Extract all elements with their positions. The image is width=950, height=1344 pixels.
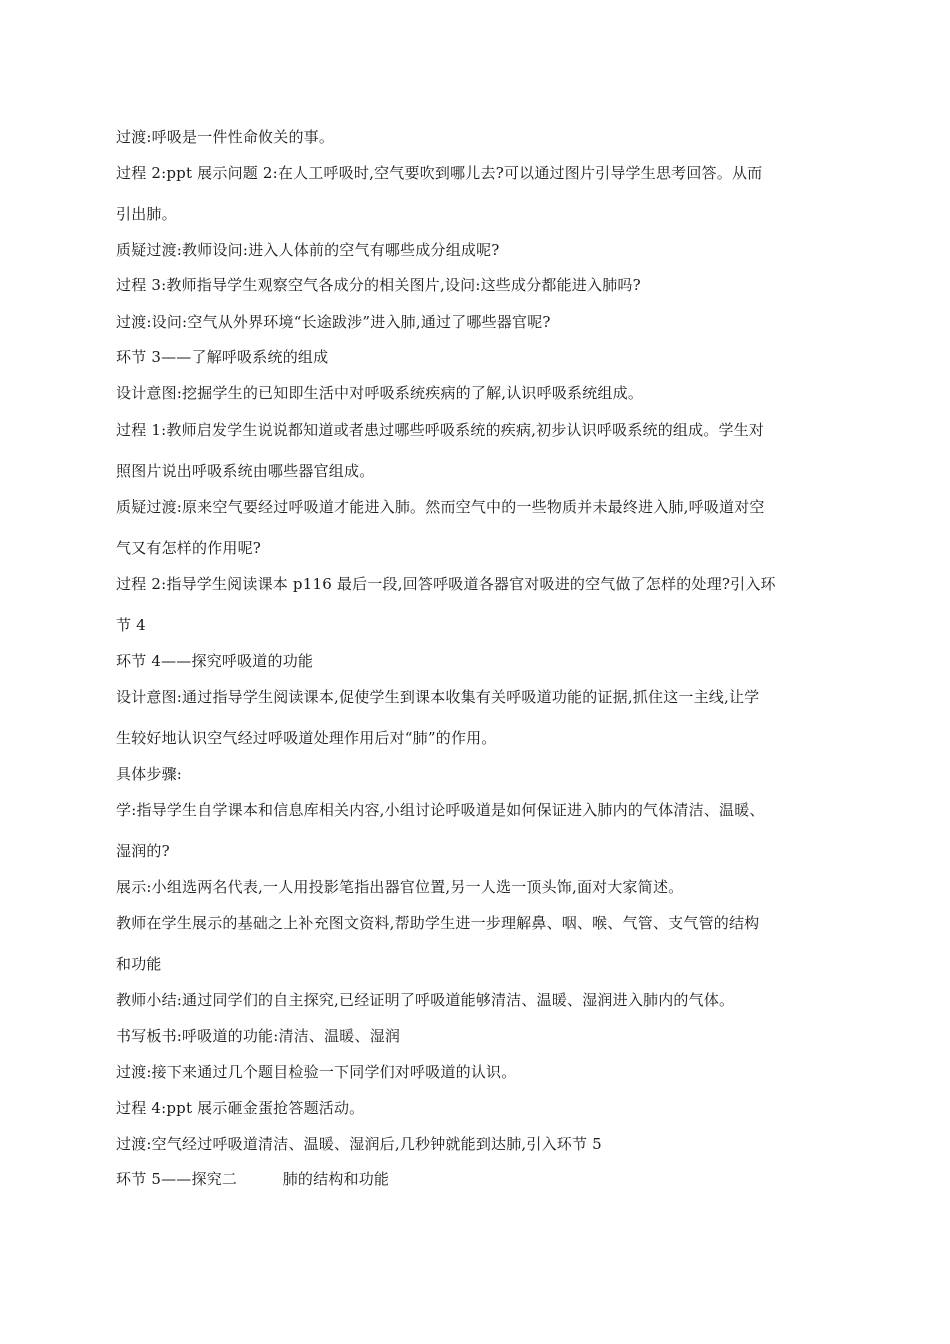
- text-line: 书写板书:呼吸道的功能:清洁、温暖、湿润: [116, 1027, 401, 1045]
- text-line: 过程 1:教师启发学生说说都知道或者患过哪些呼吸系统的疾病,初步认识呼吸系统的组成。学生对: [116, 421, 765, 439]
- text-line: 教师在学生展示的基础之上补充图文资料,帮助学生进一步理解鼻、咽、喉、气管、支气管的结构: [116, 914, 760, 932]
- text-line: 节 4: [116, 616, 146, 634]
- text-line: 过程 3:教师指导学生观察空气各成分的相关图片,设问:这些成分都能进入肺吗?: [116, 276, 641, 294]
- text-line: 湿润的?: [116, 842, 170, 860]
- text-line: 过渡:呼吸是一件性命攸关的事。: [116, 128, 335, 146]
- section-heading: 环节 3——了解呼吸系统的组成: [116, 348, 329, 366]
- text-line: 过渡:设问:空气从外界环境“长途跋涉”进入肺,通过了哪些器官呢?: [116, 313, 551, 331]
- text-line: 过渡:空气经过呼吸道清洁、温暖、湿润后,几秒钟就能到达肺,引入环节 5: [116, 1135, 602, 1153]
- section-heading: 环节 4——探究呼吸道的功能: [116, 652, 314, 670]
- text-line: 照图片说出呼吸系统由哪些器官组成。: [116, 462, 375, 480]
- text-line: 教师小结:通过同学们的自主探究,已经证明了呼吸道能够清洁、温暖、湿润进入肺内的气体。: [116, 991, 735, 1009]
- text-line: 生较好地认识空气经过呼吸道处理作用后对“肺”的作用。: [116, 729, 497, 747]
- text-line: 气又有怎样的作用呢?: [116, 539, 262, 557]
- text-line: 过程 2:ppt 展示问题 2:在人工呼吸时,空气要吹到哪儿去?可以通过图片引导学生思考回答。从而: [116, 164, 763, 182]
- text-line: 质疑过渡:教师设问:进入人体前的空气有哪些成分组成呢?: [116, 241, 500, 259]
- text-line: 设计意图:挖掘学生的已知即生活中对呼吸系统疾病的了解,认识呼吸系统组成。: [116, 384, 644, 402]
- text-line: 过渡:接下来通过几个题目检验一下同学们对呼吸道的认识。: [116, 1063, 517, 1081]
- text-line: 质疑过渡:原来空气要经过呼吸道才能进入肺。然而空气中的一些物质并未最终进入肺,呼吸道对空: [116, 498, 765, 516]
- text-line: 引出肺。: [116, 205, 177, 223]
- text-line: 过程 2:指导学生阅读课本 p116 最后一段,回答呼吸道各器官对吸进的空气做了怎样的处理?引入环: [116, 575, 776, 593]
- text-line: 和功能: [116, 955, 162, 973]
- text-line: 具体步骤:: [116, 765, 183, 783]
- text-line: 过程 4:ppt 展示砸金蛋抢答题活动。: [116, 1099, 365, 1117]
- text-line: 设计意图:通过指导学生阅读课本,促使学生到课本收集有关呼吸道功能的证据,抓住这一主线,让学: [116, 688, 760, 706]
- text-line: 学:指导学生自学课本和信息库相关内容,小组讨论呼吸道是如何保证进入肺内的气体清洁、温暖、: [116, 801, 765, 819]
- section-heading: 环节 5——探究二 肺的结构和功能: [116, 1170, 390, 1188]
- text-line: 展示:小组选两名代表,一人用投影笔指出器官位置,另一人选一顶头饰,面对大家简述。: [116, 878, 684, 896]
